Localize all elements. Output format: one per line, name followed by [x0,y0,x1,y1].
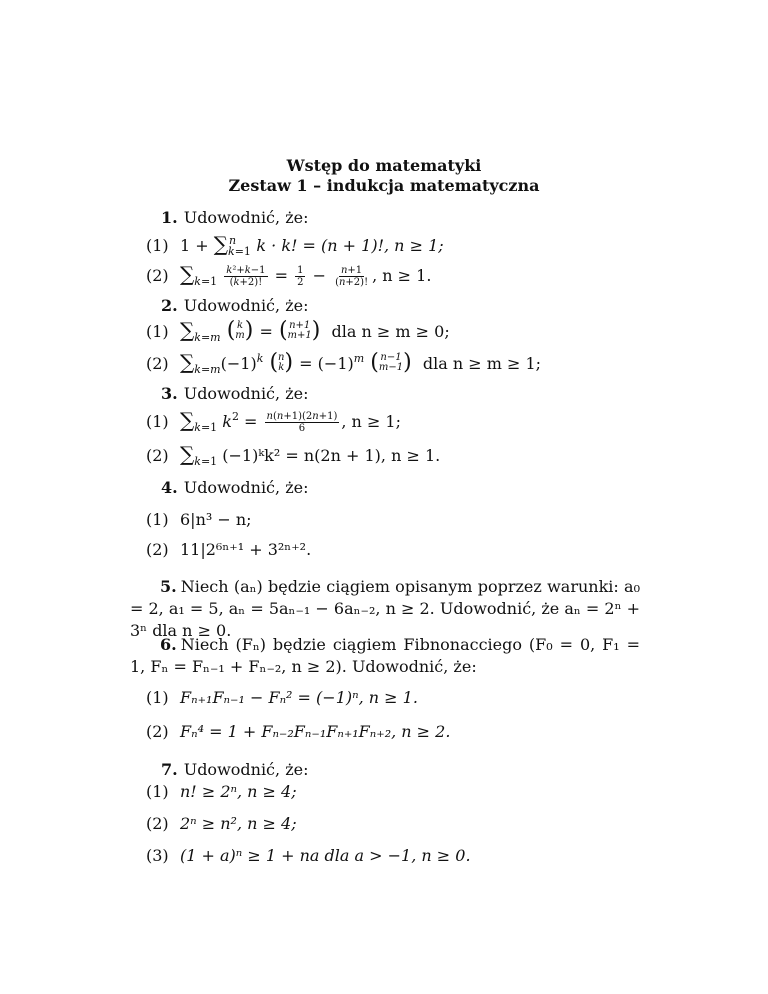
problem-number: 2. [161,296,178,315]
problem-text: Niech (aₙ) będzie ciągiem opisanym poprzez warunki: a₀ = 2, a₁ = 5, aₙ = 5aₙ₋₁ − 6aₙ₋₂, n ≥ 2. Udowodnić, że aₙ = 2ⁿ + 3ⁿ dla n ≥ 0. [130,577,640,640]
problem-number: 5. [160,577,177,596]
formula: Fₙ⁴ = 1 + Fₙ₋₂Fₙ₋₁Fₙ₊₁Fₙ₊₂, n ≥ 2. [180,722,451,741]
problem-3-heading [161,384,308,403]
problem-text: Udowodnić, że: [183,296,309,315]
problem-6 [130,634,640,678]
problem-text: Niech (Fₙ) będzie ciągiem Fibnonacciego (F₀ = 0, F₁ = 1, Fₙ = Fₙ₋₁ + Fₙ₋₂, n ≥ 2). Udowodnić, że: [130,635,640,676]
formula: $\sum_{k=m}(-1)^k$ ( n k ) = $(-1)^m$ ( n−1 m−1 ) dla n ≥ m ≥ 1; [180,350,542,376]
formula: 6|n³ − n; [180,510,252,529]
item-label: (2) [146,445,169,465]
formula: $\sum_{k=m}$ ( k m ) = ( n+1 m+1 ) dla n ≥ m ≥ 0; [180,318,450,344]
problem-7-heading [161,760,308,779]
problem-7-item-3 [146,846,471,865]
problem-number: 4. [161,478,178,497]
item-label: (2) [146,353,169,373]
problem-5 [130,576,640,642]
problem-3-item-1 [146,408,401,434]
item-label: (1) [146,688,169,707]
item-label: (2) [146,814,169,833]
formula: $1 + \sum_{k=1}^n$ k · k! = (n + 1)!, n ≥ 1; [180,232,444,258]
item-label: (1) [146,321,169,341]
problem-4-item-1 [146,510,252,529]
formula: $\sum_{k=1}$ (−1)ᵏk² = n(2n + 1), n ≥ 1. [180,442,441,468]
problem-number: 6. [160,635,177,654]
document-title: Wstęp do matematyki [286,156,482,175]
problem-text: Udowodnić, że: [183,478,309,497]
problem-2-heading [161,296,308,315]
problem-1-item-2 [146,262,431,288]
problem-4-item-2 [146,540,311,559]
problem-7-item-2 [146,814,297,833]
item-label: (1) [146,510,169,529]
formula: (1 + a)ⁿ ≥ 1 + na dla a > −1, n ≥ 0. [180,846,471,865]
formula: 2ⁿ ≥ n², n ≥ 4; [180,814,297,833]
item-label: (1) [146,782,169,801]
problem-4-heading [161,478,308,497]
problem-text: Udowodnić, że: [183,384,309,403]
problem-text: Udowodnić, że: [183,208,309,227]
problem-3-item-2 [146,442,440,468]
problem-number: 1. [161,208,178,227]
problem-7-item-1 [146,782,297,801]
problem-number: 7. [161,760,178,779]
formula: 11|2⁶ⁿ⁺¹ + 3²ⁿ⁺². [180,540,312,559]
problem-text: Udowodnić, że: [183,760,309,779]
problem-6-item-2 [146,722,450,741]
item-label: (3) [146,846,169,865]
formula: $\sum_{k=1}$ $k^2$ = $\frac{n(n+1)(2n+1)}{6}$ , n ≥ 1; [180,408,401,434]
item-label: (1) [146,411,169,431]
item-label: (1) [146,235,169,255]
problem-2-item-1 [146,318,450,344]
formula: Fₙ₊₁Fₙ₋₁ − Fₙ² = (−1)ⁿ, n ≥ 1. [180,688,418,707]
formula: $\sum_{k=1}$ $\frac{\text{k²+k−1}}{(k+2)!}$ = $\frac{1}{2}$ − $\frac{n+1}{(n+2)!}$ , n ≥ 1. [180,262,432,288]
problem-6-item-1 [146,688,418,707]
formula: n! ≥ 2ⁿ, n ≥ 4; [180,782,297,801]
problem-1-heading [161,208,308,227]
problem-1-item-1 [146,232,444,258]
problem-number: 3. [161,384,178,403]
document-subtitle: Zestaw 1 – indukcja matematyczna [228,176,540,195]
item-label: (2) [146,722,169,741]
item-label: (2) [146,540,169,559]
item-label: (2) [146,265,169,285]
problem-2-item-2 [146,350,541,376]
